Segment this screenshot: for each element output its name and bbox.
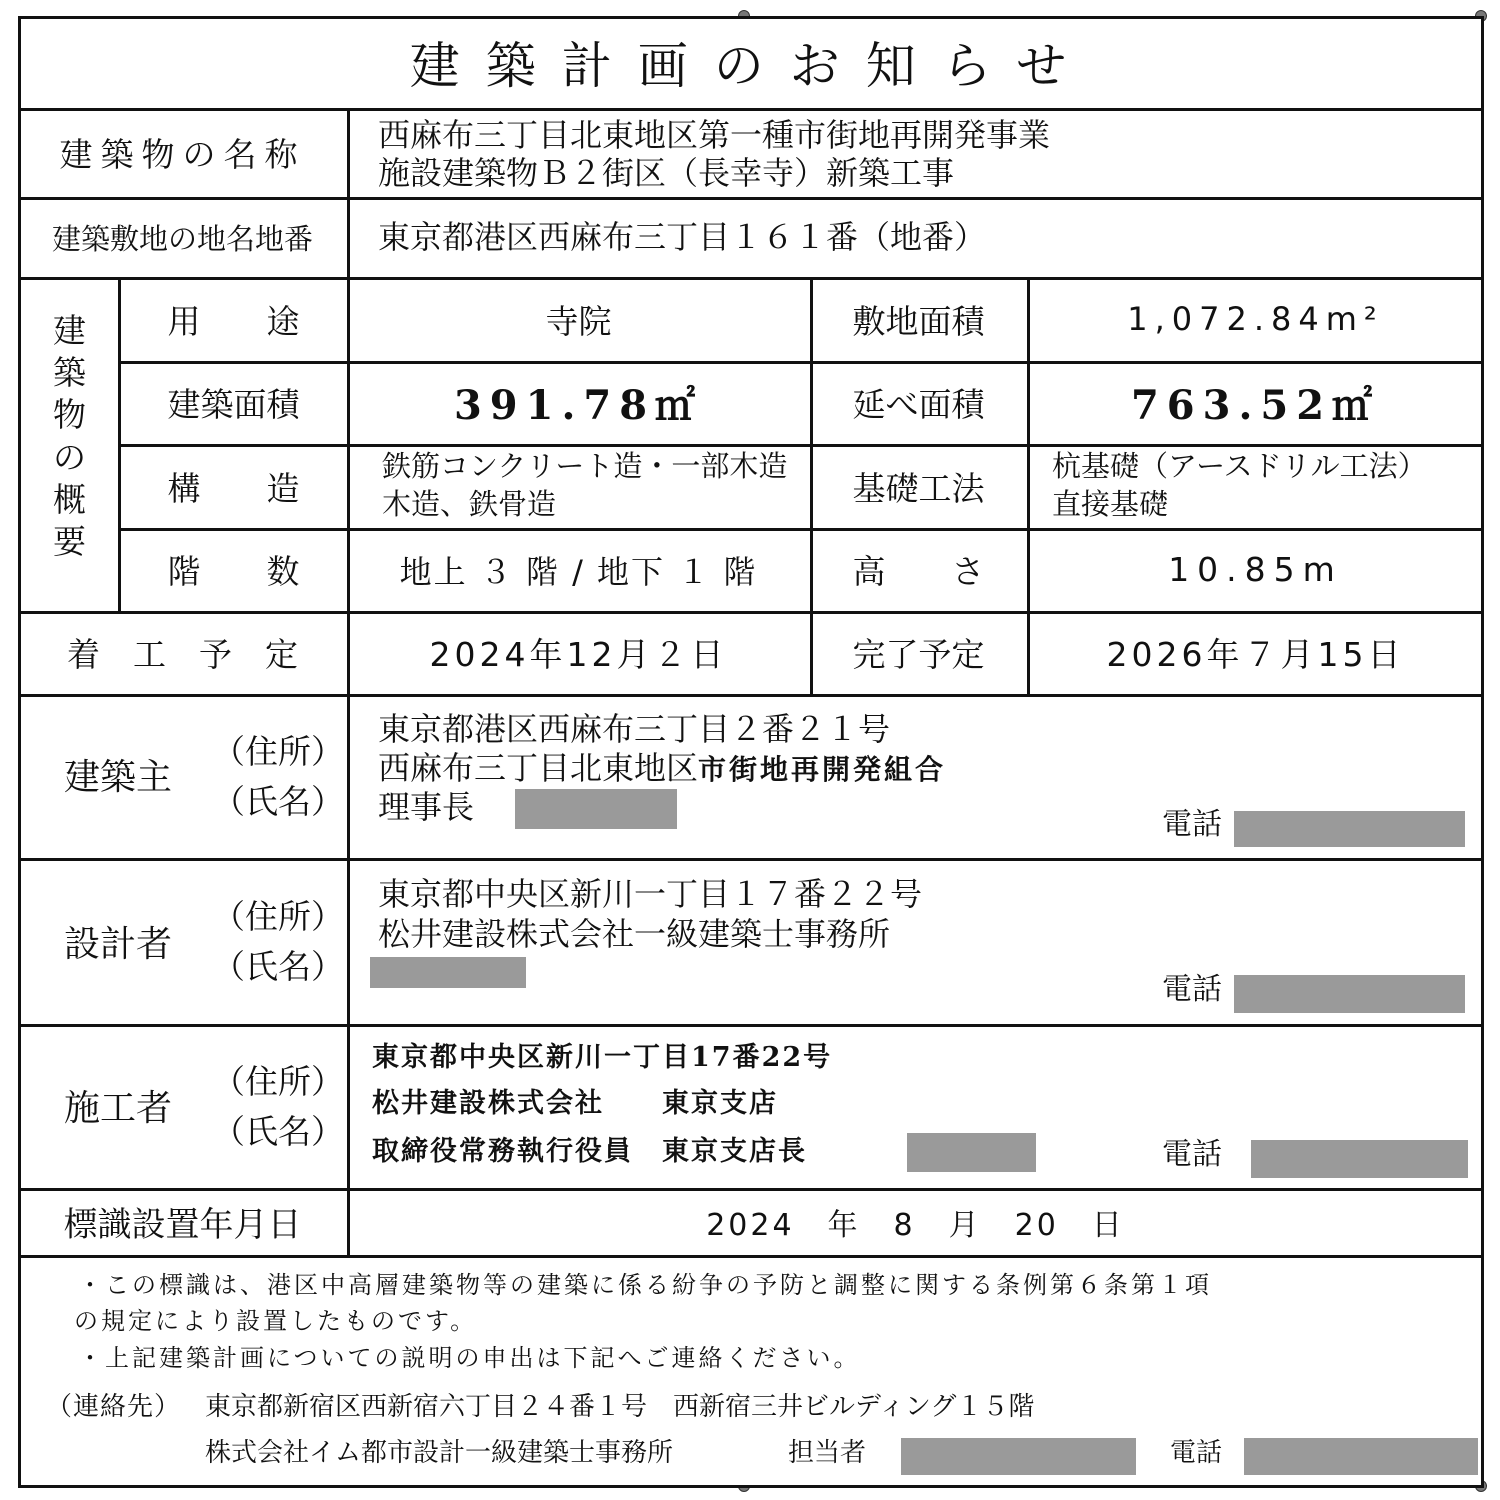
contractor-address: 東京都中央区新川一丁目17番22号 (372, 1042, 833, 1073)
designer-address: 東京都中央区新川一丁目１７番２２号 (378, 875, 923, 913)
owner-title: 理事長 (378, 788, 475, 826)
use-value: 寺院 (545, 301, 612, 341)
rule (18, 1255, 1484, 1258)
designer-name-label: （氏名） (212, 947, 344, 986)
overview-label: 建 築 物 の 概 要 (53, 311, 86, 562)
start-label: 着 工 予 定 (67, 635, 298, 674)
owner-name-line (378, 750, 946, 787)
height-value: 10.85m (1168, 550, 1343, 589)
designer-addr-label: （住所） (212, 897, 344, 936)
site-area-value: 1,072.84m² (1127, 300, 1384, 338)
contact-phone-label: 電話 (1170, 1438, 1223, 1468)
end-label: 完了予定 (852, 635, 985, 674)
redacted-contractor-phone (1251, 1140, 1468, 1178)
contact-address: 東京都新宿区西新宿六丁目２４番１号 西新宿三井ビルディング１５階 (205, 1392, 1035, 1422)
building-name-label: 建築物の名称 (59, 135, 306, 174)
redacted-owner-phone (1234, 811, 1465, 847)
contact-company: 株式会社イム都市設計一級建築士事務所 (205, 1438, 674, 1468)
redacted-contact-person (901, 1438, 1136, 1475)
designer-phone-label: 電話 (1162, 972, 1222, 1007)
owner-name-part2: 市街地再開発組合 (698, 753, 947, 786)
sign-date-label: 標識設置年月日 (63, 1205, 302, 1245)
redacted-owner-name (515, 789, 677, 829)
total-floor-area-value: 763.52㎡ (1130, 382, 1381, 429)
redacted-designer-name (370, 957, 526, 988)
contact-person-label: 担当者 (788, 1438, 867, 1468)
owner-addr-label: （住所） (212, 732, 344, 771)
end-value: 2026年７月15日 (1106, 635, 1405, 674)
start-value: 2024年12月２日 (429, 635, 728, 674)
rule (18, 694, 1484, 697)
owner-phone-label: 電話 (1162, 807, 1222, 842)
contractor-representative: 取締役常務執行役員 東京支店長 (372, 1136, 807, 1167)
owner-name-part1: 西麻布三丁目北東地区 (378, 749, 699, 787)
foundation-line1: 杭基礎（アースドリル工法） (1052, 449, 1427, 483)
designer-company: 松井建設株式会社一級建築士事務所 (378, 915, 891, 953)
structure-line1: 鉄筋コンクリート造・一部木造 (382, 449, 788, 483)
site-area-label: 敷地面積 (852, 301, 985, 341)
building-name-line2: 施設建築物Ｂ２街区（長幸寺）新築工事 (378, 154, 955, 192)
structure-label: 構 造 (167, 468, 300, 508)
owner-name-label: （氏名） (212, 782, 344, 821)
height-label: 高 さ (852, 552, 985, 591)
site-label: 建築敷地の地名地番 (51, 221, 313, 256)
building-area-value: 391.78㎡ (453, 382, 704, 429)
floors-label: 階 数 (167, 552, 300, 591)
contractor-label: 施工者 (64, 1088, 173, 1129)
foundation-line2: 直接基礎 (1052, 487, 1169, 521)
contractor-phone-label: 電話 (1162, 1137, 1222, 1172)
note-line3: ・上記建築計画についての説明の申出は下記へご連絡ください。 (78, 1344, 861, 1372)
contractor-name-label: （氏名） (212, 1112, 344, 1151)
designer-label: 設計者 (64, 924, 173, 965)
building-area-label: 建築面積 (167, 385, 300, 424)
building-name-line1: 西麻布三丁目北東地区第一種市街地再開発事業 (378, 116, 1051, 154)
foundation-label: 基礎工法 (852, 468, 985, 508)
page-title: 建築計画のお知らせ (409, 37, 1093, 95)
use-label: 用 途 (167, 301, 300, 341)
sign-date-value: 2024 年 8 月 20 日 (706, 1207, 1125, 1243)
contractor-company: 松井建設株式会社 東京支店 (372, 1088, 778, 1119)
note-line1: ・この標識は、港区中高層建築物等の建築に係る紛争の予防と調整に関する条例第６条第１項 (78, 1271, 1212, 1299)
site-value: 東京都港区西麻布三丁目１６１番（地番） (378, 218, 987, 256)
structure-line2: 木造、鉄骨造 (382, 487, 557, 521)
owner-label: 建築主 (64, 757, 173, 798)
redacted-designer-phone (1234, 975, 1465, 1013)
owner-address: 東京都港区西麻布三丁目２番２１号 (378, 710, 891, 748)
redacted-contractor-name (907, 1133, 1036, 1172)
contractor-addr-label: （住所） (212, 1062, 344, 1101)
floors-value: 地上 ３ 階 / 地下 １ 階 (399, 552, 758, 591)
redacted-contact-phone (1244, 1438, 1478, 1475)
total-floor-area-label: 延べ面積 (852, 385, 985, 424)
rule (18, 858, 1484, 861)
rule (18, 1024, 1484, 1027)
note-line2: の規定により設置したものです。 (74, 1307, 478, 1335)
contact-label: （連絡先） (46, 1392, 182, 1422)
